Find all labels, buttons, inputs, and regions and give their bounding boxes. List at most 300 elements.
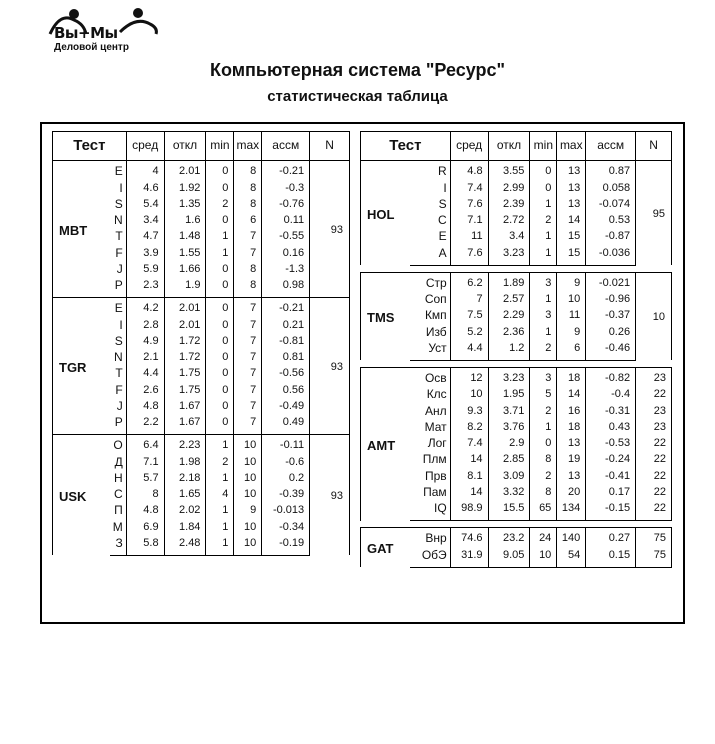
min-cell: 4 — [206, 487, 234, 503]
sd-cell: 1.67 — [164, 399, 206, 415]
skew-cell: 0.26 — [586, 324, 636, 340]
skew-cell: 0.11 — [262, 213, 310, 229]
sd-cell: 3.71 — [488, 403, 530, 419]
min-cell: 2 — [530, 213, 557, 229]
min-cell: 0 — [206, 161, 234, 181]
scale-label: S — [110, 334, 126, 350]
n-cell: 22 — [636, 485, 672, 501]
max-cell: 18 — [557, 420, 586, 436]
scale-label: Д — [110, 454, 126, 470]
max-cell: 10 — [234, 471, 262, 487]
skew-cell: 0.2 — [262, 471, 310, 487]
mean-cell: 14 — [450, 452, 488, 468]
table-row — [53, 435, 350, 455]
right-group-tms — [361, 272, 672, 360]
scale-label: П — [110, 503, 126, 519]
max-cell: 8 — [234, 262, 262, 278]
sd-cell: 1.72 — [164, 334, 206, 350]
skew-cell: 0.53 — [586, 213, 636, 229]
sd-cell: 1.95 — [488, 387, 530, 403]
sd-cell: 2.39 — [488, 197, 530, 213]
skew-cell: -0.013 — [262, 503, 310, 519]
min-cell: 3 — [530, 272, 557, 292]
right-header-n: N — [636, 132, 672, 161]
scale-label: S — [110, 197, 126, 213]
right-group-hol — [361, 161, 672, 266]
skew-cell: -0.96 — [586, 292, 636, 308]
mean-cell: 5.7 — [126, 471, 164, 487]
scale-label: N — [110, 213, 126, 229]
skew-cell: -0.24 — [586, 452, 636, 468]
sd-cell: 3.76 — [488, 420, 530, 436]
min-cell: 0 — [530, 436, 557, 452]
right-header-mean: сред — [450, 132, 488, 161]
max-cell: 10 — [234, 454, 262, 470]
min-cell: 0 — [206, 350, 234, 366]
sd-cell: 2.01 — [164, 298, 206, 318]
max-cell: 7 — [234, 350, 262, 366]
min-cell: 24 — [530, 528, 557, 548]
sd-cell: 1.84 — [164, 519, 206, 535]
sd-cell: 3.32 — [488, 485, 530, 501]
sd-cell: 1.92 — [164, 180, 206, 196]
sd-cell: 3.09 — [488, 468, 530, 484]
right-header-test: Тест — [361, 132, 451, 161]
n-cell: 93 — [310, 435, 350, 556]
table-row — [361, 272, 672, 292]
scale-label: Клс — [410, 387, 450, 403]
mean-cell: 4.8 — [126, 503, 164, 519]
right-header-max: max — [557, 132, 586, 161]
max-cell: 10 — [234, 435, 262, 455]
min-cell: 65 — [530, 501, 557, 521]
table-row — [361, 367, 672, 387]
min-cell: 0 — [206, 317, 234, 333]
max-cell: 11 — [557, 308, 586, 324]
right-group-amt — [361, 367, 672, 520]
table-row — [53, 161, 350, 181]
mean-cell: 2.6 — [126, 382, 164, 398]
min-cell: 2 — [530, 341, 557, 361]
max-cell: 10 — [234, 519, 262, 535]
skew-cell: 0.81 — [262, 350, 310, 366]
n-cell: 23 — [636, 403, 672, 419]
skew-cell: 0.43 — [586, 420, 636, 436]
max-cell: 8 — [234, 197, 262, 213]
max-cell: 7 — [234, 366, 262, 382]
skew-cell: -0.56 — [262, 366, 310, 382]
skew-cell: -0.021 — [586, 272, 636, 292]
mean-cell: 5.2 — [450, 324, 488, 340]
mean-cell: 8.2 — [450, 420, 488, 436]
scale-label: T — [110, 366, 126, 382]
logo-text: Вы+Мы — [54, 24, 118, 42]
skew-cell: -0.074 — [586, 197, 636, 213]
n-cell: 93 — [310, 161, 350, 298]
min-cell: 1 — [530, 420, 557, 436]
min-cell: 0 — [206, 213, 234, 229]
left-group-mbt — [53, 161, 350, 298]
min-cell: 1 — [206, 519, 234, 535]
max-cell: 7 — [234, 298, 262, 318]
sd-cell: 2.23 — [164, 435, 206, 455]
min-cell: 3 — [530, 367, 557, 387]
mean-cell: 6.9 — [126, 519, 164, 535]
skew-cell: -0.46 — [586, 341, 636, 361]
scale-label: Изб — [410, 324, 450, 340]
scale-label: Внр — [410, 528, 450, 548]
mean-cell: 4.9 — [126, 334, 164, 350]
mean-cell: 4.7 — [126, 229, 164, 245]
sd-cell: 2.02 — [164, 503, 206, 519]
mean-cell: 7.5 — [450, 308, 488, 324]
max-cell: 15 — [557, 245, 586, 265]
n-cell: 22 — [636, 387, 672, 403]
min-cell: 1 — [530, 229, 557, 245]
max-cell: 13 — [557, 180, 586, 196]
n-cell: 22 — [636, 452, 672, 468]
scale-label: J — [110, 399, 126, 415]
mean-cell: 7.1 — [126, 454, 164, 470]
mean-cell: 4.6 — [126, 180, 164, 196]
scale-label: ОбЭ — [410, 547, 450, 567]
skew-cell: 0.17 — [586, 485, 636, 501]
scale-label: Плм — [410, 452, 450, 468]
test-name: TGR — [53, 298, 111, 435]
mean-cell: 4 — [126, 161, 164, 181]
max-cell: 7 — [234, 229, 262, 245]
n-cell: 23 — [636, 420, 672, 436]
sd-cell: 1.9 — [164, 278, 206, 298]
test-name: TMS — [361, 272, 411, 360]
min-cell: 0 — [530, 161, 557, 181]
skew-cell: -0.15 — [586, 501, 636, 521]
skew-cell: 0.15 — [586, 547, 636, 567]
min-cell: 1 — [206, 245, 234, 261]
scale-label: IQ — [410, 501, 450, 521]
mean-cell: 3.4 — [126, 213, 164, 229]
sd-cell: 1.75 — [164, 382, 206, 398]
skew-cell: -0.53 — [586, 436, 636, 452]
scale-label: F — [110, 245, 126, 261]
sd-cell: 15.5 — [488, 501, 530, 521]
sd-cell: 9.05 — [488, 547, 530, 567]
max-cell: 10 — [234, 487, 262, 503]
mean-cell: 5.8 — [126, 536, 164, 556]
skew-cell: 0.49 — [262, 415, 310, 435]
scale-label: E — [110, 298, 126, 318]
logo-subtitle: Деловой центр — [54, 42, 129, 53]
n-cell: 75 — [636, 547, 672, 567]
min-cell: 0 — [206, 334, 234, 350]
scale-label: E — [410, 229, 450, 245]
sd-cell: 1.66 — [164, 262, 206, 278]
skew-cell: -0.39 — [262, 487, 310, 503]
min-cell: 0 — [206, 262, 234, 278]
skew-cell: 0.058 — [586, 180, 636, 196]
max-cell: 9 — [234, 503, 262, 519]
max-cell: 13 — [557, 436, 586, 452]
min-cell: 1 — [206, 503, 234, 519]
scale-label: З — [110, 536, 126, 556]
sd-cell: 3.23 — [488, 245, 530, 265]
skew-cell: -0.3 — [262, 180, 310, 196]
test-name: GAT — [361, 528, 411, 568]
scale-label: Соп — [410, 292, 450, 308]
scale-label: Прв — [410, 468, 450, 484]
table-row — [361, 528, 672, 548]
scale-label: С — [110, 487, 126, 503]
skew-cell: -0.37 — [586, 308, 636, 324]
test-name: MBT — [53, 161, 111, 298]
max-cell: 14 — [557, 213, 586, 229]
scale-label: J — [110, 262, 126, 278]
page-title: Компьютерная система "Ресурс" — [209, 60, 506, 80]
max-cell: 10 — [557, 292, 586, 308]
max-cell: 134 — [557, 501, 586, 521]
skew-cell: -0.55 — [262, 229, 310, 245]
sd-cell: 2.36 — [488, 324, 530, 340]
mean-cell: 10 — [450, 387, 488, 403]
min-cell: 2 — [530, 403, 557, 419]
sd-cell: 3.23 — [488, 367, 530, 387]
n-cell: 22 — [636, 468, 672, 484]
mean-cell: 2.8 — [126, 317, 164, 333]
scale-label: Пам — [410, 485, 450, 501]
left-header-n: N — [310, 132, 350, 161]
mean-cell: 98.9 — [450, 501, 488, 521]
right-group-gat — [361, 528, 672, 568]
scale-label: О — [110, 435, 126, 455]
mean-cell: 4.2 — [126, 298, 164, 318]
sd-cell: 2.01 — [164, 317, 206, 333]
min-cell: 2 — [206, 454, 234, 470]
min-cell: 1 — [206, 435, 234, 455]
skew-cell: -0.76 — [262, 197, 310, 213]
max-cell: 9 — [557, 324, 586, 340]
max-cell: 8 — [234, 161, 262, 181]
sd-cell: 2.99 — [488, 180, 530, 196]
scale-label: I — [110, 317, 126, 333]
max-cell: 10 — [234, 536, 262, 556]
max-cell: 7 — [234, 382, 262, 398]
sd-cell: 1.67 — [164, 415, 206, 435]
mean-cell: 11 — [450, 229, 488, 245]
scale-label: Осв — [410, 367, 450, 387]
min-cell: 1 — [206, 536, 234, 556]
scale-label: I — [410, 180, 450, 196]
scale-label: Н — [110, 471, 126, 487]
mean-cell: 2.2 — [126, 415, 164, 435]
mean-cell: 9.3 — [450, 403, 488, 419]
scale-label: Мат — [410, 420, 450, 436]
scale-label: Лог — [410, 436, 450, 452]
max-cell: 54 — [557, 547, 586, 567]
skew-cell: -0.87 — [586, 229, 636, 245]
left-header-test: Тест — [53, 132, 127, 161]
mean-cell: 2.3 — [126, 278, 164, 298]
min-cell: 8 — [530, 452, 557, 468]
min-cell: 0 — [206, 382, 234, 398]
mean-cell: 7 — [450, 292, 488, 308]
min-cell: 2 — [206, 197, 234, 213]
max-cell: 8 — [234, 180, 262, 196]
mean-cell: 4.8 — [126, 399, 164, 415]
scale-label: Уст — [410, 341, 450, 361]
right-header-min: min — [530, 132, 557, 161]
sd-cell: 1.6 — [164, 213, 206, 229]
left-header-mean: сред — [126, 132, 164, 161]
mean-cell: 5.9 — [126, 262, 164, 278]
scale-label: A — [410, 245, 450, 265]
max-cell: 7 — [234, 415, 262, 435]
max-cell: 6 — [234, 213, 262, 229]
skew-cell: 0.21 — [262, 317, 310, 333]
mean-cell: 2.1 — [126, 350, 164, 366]
mean-cell: 7.6 — [450, 245, 488, 265]
min-cell: 1 — [206, 229, 234, 245]
sd-cell: 2.01 — [164, 161, 206, 181]
sd-cell: 3.4 — [488, 229, 530, 245]
n-cell: 93 — [310, 298, 350, 435]
max-cell: 18 — [557, 367, 586, 387]
left-header-min: min — [206, 132, 234, 161]
n-cell: 22 — [636, 436, 672, 452]
skew-cell: -0.11 — [262, 435, 310, 455]
left-header-skew: ассм — [262, 132, 310, 161]
skew-cell: -0.49 — [262, 399, 310, 415]
sd-cell: 1.98 — [164, 454, 206, 470]
max-cell: 6 — [557, 341, 586, 361]
max-cell: 15 — [557, 229, 586, 245]
sd-cell: 1.35 — [164, 197, 206, 213]
mean-cell: 6.2 — [450, 272, 488, 292]
mean-cell: 7.1 — [450, 213, 488, 229]
sd-cell: 2.18 — [164, 471, 206, 487]
max-cell: 13 — [557, 161, 586, 181]
mean-cell: 3.9 — [126, 245, 164, 261]
left-group-usk — [53, 435, 350, 556]
max-cell: 8 — [234, 278, 262, 298]
skew-cell: -0.21 — [262, 161, 310, 181]
sd-cell: 2.29 — [488, 308, 530, 324]
scale-label: Анл — [410, 403, 450, 419]
mean-cell: 8 — [126, 487, 164, 503]
table-row — [53, 298, 350, 318]
scale-label: N — [110, 350, 126, 366]
skew-cell: 0.27 — [586, 528, 636, 548]
n-cell: 95 — [636, 161, 672, 266]
skew-cell: 0.16 — [262, 245, 310, 261]
max-cell: 7 — [234, 334, 262, 350]
left-header-max: max — [234, 132, 262, 161]
sd-cell: 2.48 — [164, 536, 206, 556]
mean-cell: 4.8 — [450, 161, 488, 181]
scale-label: C — [410, 213, 450, 229]
scale-label: Кмп — [410, 308, 450, 324]
scale-label: М — [110, 519, 126, 535]
sd-cell: 1.2 — [488, 341, 530, 361]
scale-label: P — [110, 415, 126, 435]
min-cell: 2 — [530, 468, 557, 484]
mean-cell: 7.4 — [450, 180, 488, 196]
min-cell: 5 — [530, 387, 557, 403]
skew-cell: -0.31 — [586, 403, 636, 419]
skew-cell: -0.036 — [586, 245, 636, 265]
max-cell: 9 — [557, 272, 586, 292]
skew-cell: -0.21 — [262, 298, 310, 318]
logo — [40, 6, 180, 56]
n-cell: 23 — [636, 367, 672, 387]
scale-label: S — [410, 197, 450, 213]
skew-cell: -0.6 — [262, 454, 310, 470]
skew-cell: -0.19 — [262, 536, 310, 556]
scale-label: P — [110, 278, 126, 298]
test-name: AMT — [361, 367, 411, 520]
max-cell: 13 — [557, 197, 586, 213]
n-cell: 10 — [636, 272, 672, 360]
skew-cell: -0.34 — [262, 519, 310, 535]
mean-cell: 7.6 — [450, 197, 488, 213]
test-name: HOL — [361, 161, 411, 266]
sd-cell: 2.85 — [488, 452, 530, 468]
skew-cell: -1.3 — [262, 262, 310, 278]
mean-cell: 74.6 — [450, 528, 488, 548]
max-cell: 13 — [557, 468, 586, 484]
skew-cell: -0.4 — [586, 387, 636, 403]
min-cell: 1 — [530, 197, 557, 213]
max-cell: 20 — [557, 485, 586, 501]
sd-cell: 23.2 — [488, 528, 530, 548]
max-cell: 16 — [557, 403, 586, 419]
mean-cell: 8.1 — [450, 468, 488, 484]
scale-label: I — [110, 180, 126, 196]
min-cell: 0 — [206, 415, 234, 435]
skew-cell: 0.87 — [586, 161, 636, 181]
min-cell: 1 — [530, 292, 557, 308]
max-cell: 7 — [234, 399, 262, 415]
sd-cell: 1.65 — [164, 487, 206, 503]
max-cell: 14 — [557, 387, 586, 403]
left-group-tgr — [53, 298, 350, 435]
mean-cell: 7.4 — [450, 436, 488, 452]
skew-cell: -0.41 — [586, 468, 636, 484]
test-name: USK — [53, 435, 111, 556]
min-cell: 0 — [206, 399, 234, 415]
sd-cell: 2.72 — [488, 213, 530, 229]
skew-cell: 0.56 — [262, 382, 310, 398]
left-stats-table — [52, 131, 350, 556]
sd-cell: 1.89 — [488, 272, 530, 292]
right-header-skew: ассм — [586, 132, 636, 161]
min-cell: 0 — [206, 278, 234, 298]
min-cell: 0 — [530, 180, 557, 196]
mean-cell: 5.4 — [126, 197, 164, 213]
min-cell: 1 — [530, 324, 557, 340]
scale-label: T — [110, 229, 126, 245]
skew-cell: 0.98 — [262, 278, 310, 298]
max-cell: 7 — [234, 245, 262, 261]
table-row — [361, 161, 672, 181]
min-cell: 10 — [530, 547, 557, 567]
mean-cell: 6.4 — [126, 435, 164, 455]
sd-cell: 3.55 — [488, 161, 530, 181]
min-cell: 8 — [530, 485, 557, 501]
sd-cell: 2.57 — [488, 292, 530, 308]
mean-cell: 4.4 — [126, 366, 164, 382]
max-cell: 140 — [557, 528, 586, 548]
mean-cell: 14 — [450, 485, 488, 501]
